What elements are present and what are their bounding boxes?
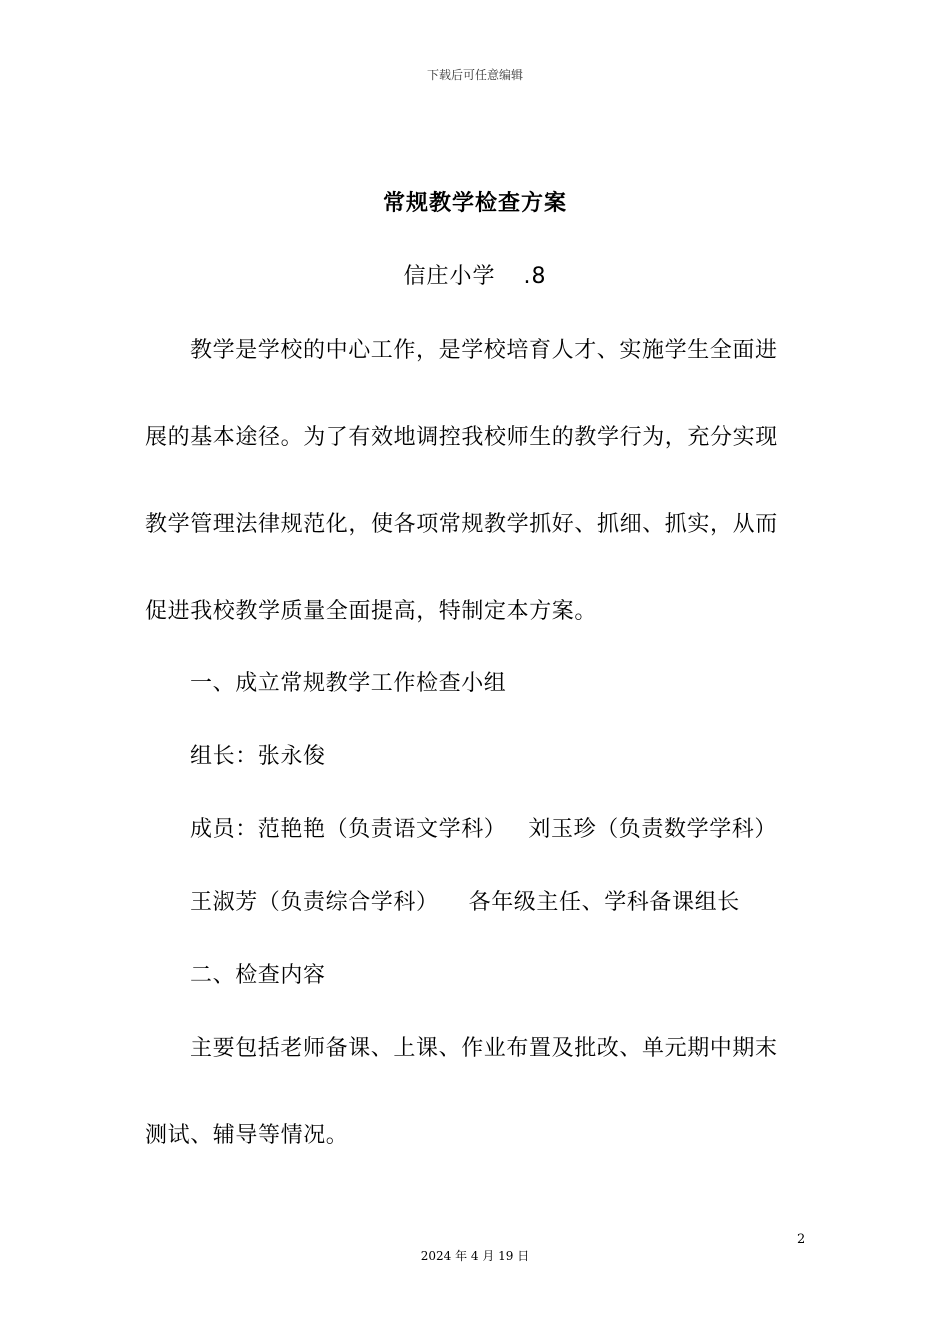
section-heading: 二、检查内容 xyxy=(190,963,326,988)
member-entry: 成员：范艳艳（负责语文学科） xyxy=(190,817,507,842)
members-line xyxy=(190,885,740,916)
paragraph-line: 教学是学校的中心工作，是学校培育人才、实施学生全面进 xyxy=(190,338,778,363)
paragraph-line: 促进我校教学质量全面提高，特制定本方案。 xyxy=(145,599,598,624)
subtitle-suffix: .8 xyxy=(523,264,547,289)
document-title: 常规教学检查方案 xyxy=(382,191,567,216)
header-note: 下载后可任意编辑 xyxy=(426,68,523,82)
paragraph-line: 展的基本途径。为了有效地调控我校师生的教学行为，充分实现 xyxy=(145,425,778,450)
section-heading: 一、成立常规教学工作检查小组 xyxy=(190,671,507,696)
paragraph-line: 教学管理法律规范化，使各项常规教学抓好、抓细、抓实，从而 xyxy=(145,512,778,537)
leader-line: 组长：张永俊 xyxy=(190,744,326,769)
members-line xyxy=(190,812,777,843)
member-entry: 王淑芳（负责综合学科） xyxy=(190,890,439,915)
paragraph-line: 测试、辅导等情况。 xyxy=(145,1123,349,1148)
member-entry: 刘玉珍（负责数学学科） xyxy=(528,817,778,842)
school-name: 信庄小学 xyxy=(403,264,496,289)
member-entry: 各年级主任、学科备课组长 xyxy=(468,890,740,915)
footer-date: 2024 年 4 月 19 日 xyxy=(420,1249,530,1263)
document-subtitle xyxy=(0,259,950,290)
page-number: 2 xyxy=(797,1232,806,1247)
paragraph-line: 主要包括老师备课、上课、作业布置及批改、单元期中期末 xyxy=(190,1036,778,1061)
